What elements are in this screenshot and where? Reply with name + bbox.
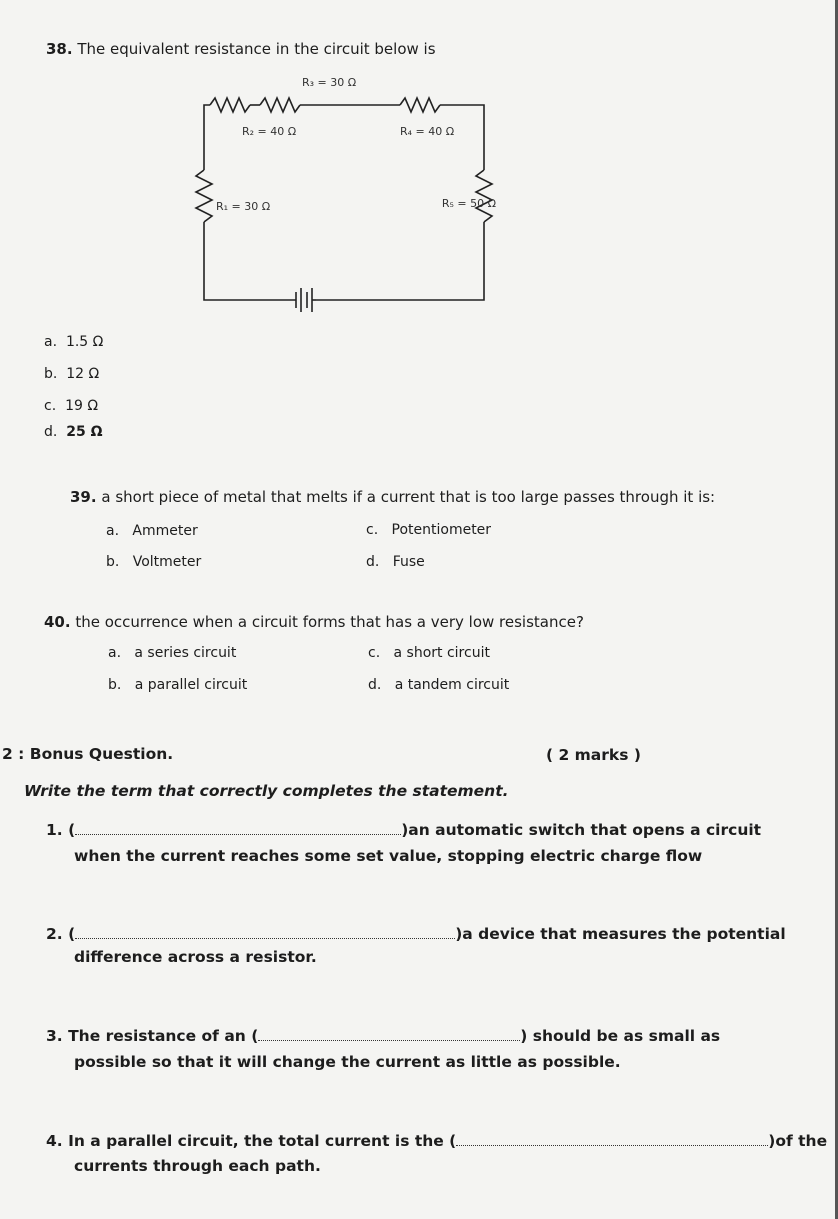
- bonus-heading: 2 : Bonus Question.: [2, 745, 174, 763]
- item-prefix: (: [68, 925, 76, 943]
- item-prefix: (: [68, 821, 76, 839]
- item-suffix: ) should be as small as: [520, 1027, 721, 1045]
- bonus-marks: ( 2 marks ): [546, 746, 641, 764]
- q39-option-c[interactable]: [366, 522, 491, 538]
- q38-stem: [46, 40, 436, 58]
- option-letter: b.: [44, 366, 58, 382]
- option-letter: d.: [368, 677, 382, 693]
- top-wire: [204, 105, 210, 110]
- option-letter: a.: [106, 523, 120, 539]
- option-letter: d.: [366, 554, 380, 570]
- q39-text: a short piece of metal that melts if a current that is too large passes through it is:: [101, 488, 716, 506]
- option-text: 19 Ω: [65, 398, 99, 414]
- resistor-r3-zigzag: [260, 98, 300, 112]
- option-letter: b.: [108, 677, 122, 693]
- answer-blank-4[interactable]: [456, 1135, 768, 1146]
- item-suffix: )a device that measures the potential: [455, 925, 786, 943]
- bonus-item-4-line2: currents through each path.: [74, 1157, 321, 1175]
- answer-blank-3[interactable]: [258, 1030, 520, 1041]
- q38-option-a[interactable]: [44, 334, 103, 350]
- q40-option-c[interactable]: [368, 645, 490, 661]
- q38-number: 38.: [46, 40, 73, 58]
- item-number: 3.: [46, 1027, 63, 1045]
- option-text: Ammeter: [132, 523, 198, 539]
- option-text: 25 Ω: [66, 424, 103, 440]
- bonus-item-3-line2: possible so that it will change the current as little as possible.: [74, 1053, 621, 1071]
- bonus-item-1: [46, 821, 761, 839]
- option-text: a short circuit: [393, 645, 490, 661]
- item-prefix: The resistance of an (: [68, 1027, 259, 1045]
- item-suffix: )an automatic switch that opens a circuit: [401, 821, 762, 839]
- q40-option-d[interactable]: [368, 677, 509, 693]
- q40-number: 40.: [44, 613, 71, 631]
- option-text: 1.5 Ω: [65, 334, 104, 350]
- option-text: a series circuit: [134, 645, 237, 661]
- resistor-r2-zigzag: [210, 98, 250, 112]
- item-number: 1.: [46, 821, 63, 839]
- q39-stem: [70, 488, 715, 506]
- resistor-r1-zigzag: [196, 170, 212, 222]
- option-text: a parallel circuit: [134, 677, 248, 693]
- q39-option-d[interactable]: [366, 554, 425, 570]
- option-letter: b.: [106, 554, 120, 570]
- resistor-r5-zigzag: [476, 170, 492, 222]
- item-prefix: In a parallel circuit, the total current is the (: [68, 1132, 457, 1150]
- q38-option-d[interactable]: [44, 424, 103, 440]
- q40-stem: [44, 613, 584, 631]
- option-letter: a.: [44, 334, 58, 350]
- q38-text: The equivalent resistance in the circuit below is: [77, 40, 436, 58]
- bonus-item-3: [46, 1027, 720, 1045]
- option-letter: c.: [44, 398, 57, 414]
- label-r1: R₁ = 30 Ω: [216, 200, 271, 213]
- q38-option-b[interactable]: [44, 366, 99, 382]
- bonus-item-1-line2: when the current reaches some set value, stopping electric charge flow: [74, 847, 703, 865]
- q40-option-b[interactable]: [108, 677, 247, 693]
- circuit-diagram: [180, 70, 500, 320]
- q38-option-c[interactable]: [44, 398, 98, 414]
- item-suffix: )of the: [768, 1132, 828, 1150]
- item-number: 2.: [46, 925, 63, 943]
- answer-blank-2[interactable]: [75, 928, 455, 939]
- option-letter: c.: [366, 522, 379, 538]
- label-r4: R₄ = 40 Ω: [400, 125, 455, 138]
- answer-blank-1[interactable]: [75, 824, 401, 835]
- option-text: a tandem circuit: [394, 677, 510, 693]
- q39-option-a[interactable]: [106, 523, 198, 539]
- label-r5: R₅ = 50 Ω: [441, 197, 496, 210]
- option-text: Voltmeter: [132, 554, 202, 570]
- bonus-instruction: Write the term that correctly completes the statement.: [24, 782, 509, 800]
- battery-icon: [296, 288, 316, 312]
- option-letter: d.: [44, 424, 58, 440]
- option-letter: a.: [108, 645, 122, 661]
- bonus-item-2-line2: difference across a resistor.: [74, 948, 317, 966]
- option-text: Fuse: [392, 554, 425, 570]
- option-letter: c.: [368, 645, 381, 661]
- item-number: 4.: [46, 1132, 63, 1150]
- option-text: Potentiometer: [391, 522, 492, 538]
- label-r-top: R₃ = 30 Ω: [302, 76, 357, 89]
- option-text: 12 Ω: [66, 366, 100, 382]
- q39-number: 39.: [70, 488, 97, 506]
- q39-option-b[interactable]: [106, 554, 201, 570]
- bonus-item-2: [46, 925, 786, 943]
- q40-option-a[interactable]: [108, 645, 236, 661]
- resistor-r4-zigzag: [400, 98, 440, 112]
- q40-text: the occurrence when a circuit forms that has a very low resistance?: [75, 613, 584, 631]
- bonus-item-4: [46, 1132, 827, 1150]
- label-r2: R₂ = 40 Ω: [242, 125, 297, 138]
